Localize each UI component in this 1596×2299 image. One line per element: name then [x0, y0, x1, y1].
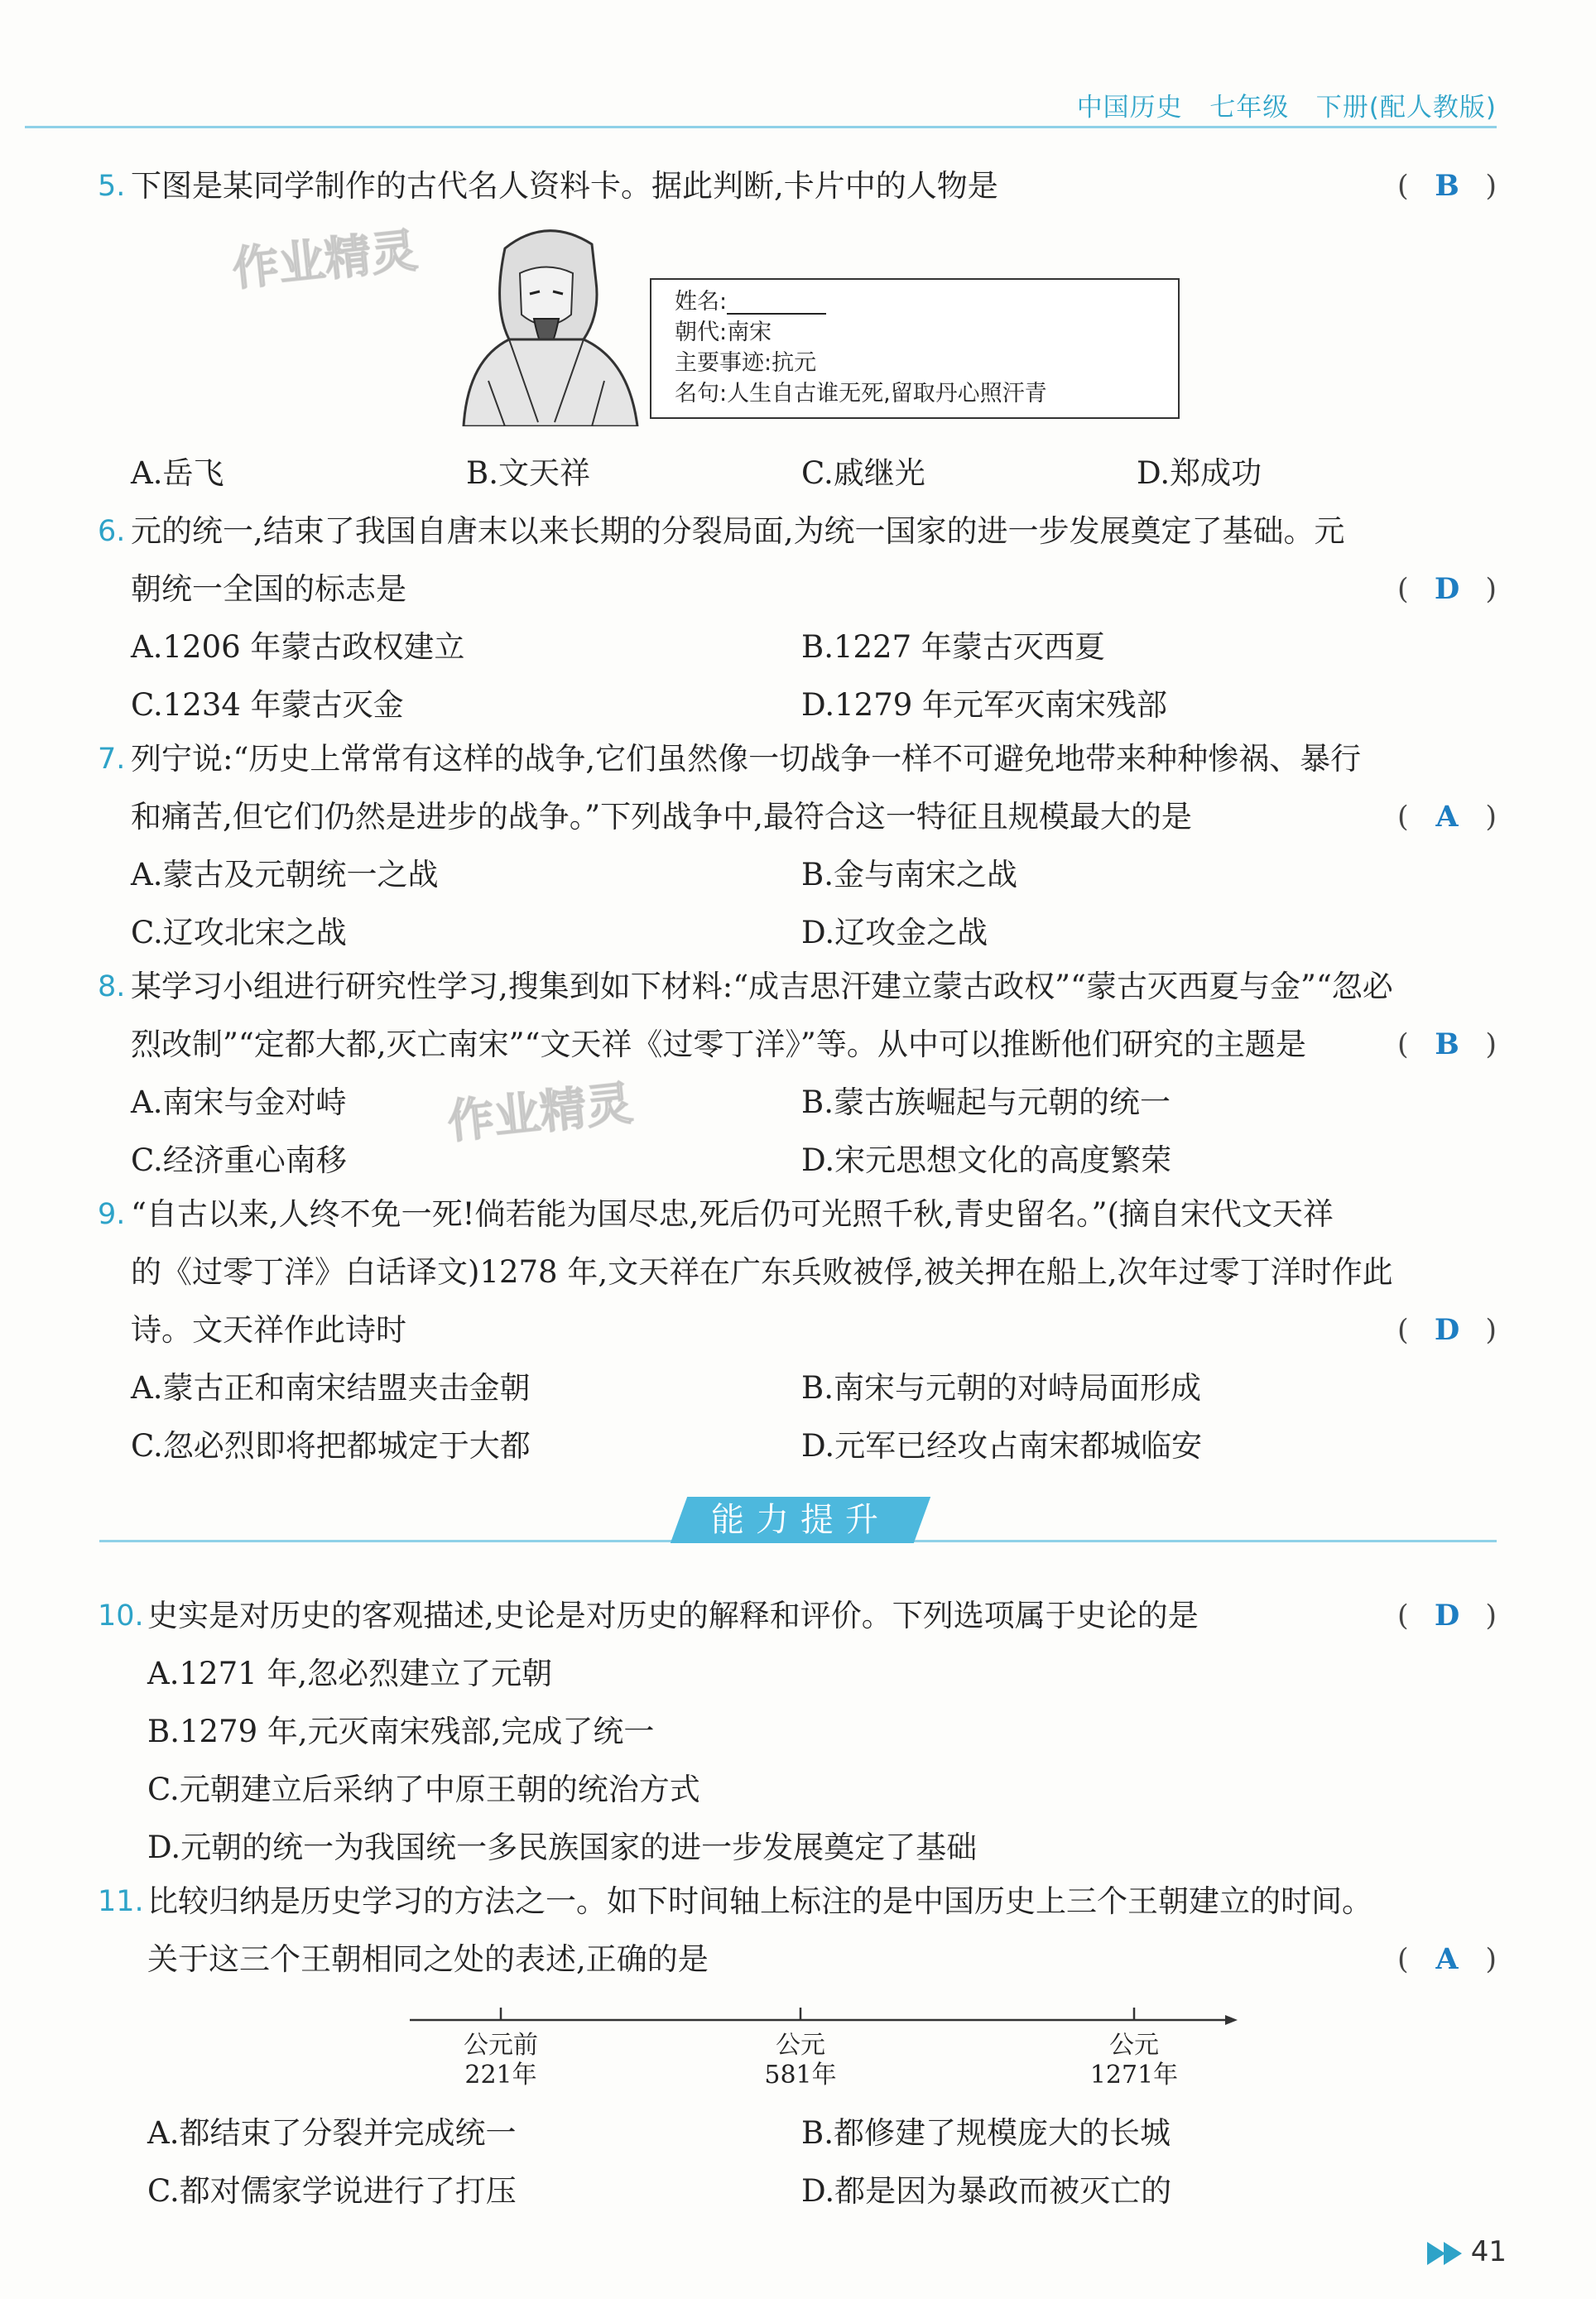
option-c: C.都对儒家学说进行了打压: [147, 2173, 517, 2209]
timeline-label-2: 公元 581年: [764, 2031, 837, 2090]
question-text: 关于这三个王朝相同之处的表述,正确的是: [147, 1941, 709, 1977]
question-number: 11.: [98, 1885, 144, 1918]
answer-value: D: [1434, 1313, 1460, 1347]
question-7: [98, 730, 1497, 962]
option-b: B.1227 年蒙古灭西夏: [801, 629, 1105, 665]
running-header: 中国历史 七年级 下册(配人教版): [1076, 93, 1497, 123]
option-a: A.蒙古正和南宋结盟夹击金朝: [131, 1370, 531, 1406]
option-c: C.忽必烈即将把都城定于大都: [131, 1428, 531, 1464]
question-9: [98, 1186, 1497, 1475]
watermark-logo: 作业精灵: [229, 224, 421, 297]
question-text: 和痛苦,但它们仍然是进步的战争。”下列战争中,最符合这一特征且规模最大的是: [131, 799, 1192, 834]
option-a: A.南宋与金对峙: [131, 1085, 347, 1120]
answer-box: ( D ): [1397, 560, 1497, 618]
header-rule: [25, 126, 1497, 128]
answer-value: A: [1435, 1942, 1459, 1976]
option-b: B.蒙古族崛起与元朝的统一: [801, 1085, 1171, 1120]
option-c: C.经济重心南移: [131, 1142, 347, 1178]
answer-value: D: [1434, 1599, 1460, 1633]
portrait-illustration: [447, 215, 646, 426]
option-a: A.1206 年蒙古政权建立: [131, 629, 465, 665]
card-deeds: 主要事迹:抗元: [675, 350, 817, 376]
answer-box: ( A ): [1397, 1931, 1497, 1989]
question-11: [98, 1873, 1497, 1989]
question-text: 朝统一全国的标志是: [131, 571, 406, 607]
option-c: C.元朝建立后采纳了中原王朝的统治方式: [147, 1772, 700, 1807]
section-title: 能力提升: [711, 1501, 890, 1539]
timeline-label-3: 公元 1271年: [1089, 2031, 1179, 2090]
option-a: A.蒙古及元朝统一之战: [131, 857, 439, 892]
answer-box: ( D ): [1397, 1301, 1497, 1359]
answer-box: ( B ): [1397, 1016, 1497, 1074]
answer-box: ( A ): [1397, 788, 1497, 846]
option-d: D.都是因为暴政而被灭亡的: [801, 2173, 1172, 2209]
question-number: 10.: [98, 1599, 144, 1633]
question-11-options: [98, 2104, 1497, 2220]
question-number: 6.: [98, 515, 126, 548]
option-b: B.文天祥: [466, 455, 590, 491]
info-card: [650, 278, 1180, 419]
option-d: D.元朝的统一为我国统一多民族国家的进一步发展奠定了基础: [147, 1830, 978, 1865]
option-d: D.元军已经攻占南宋都城临安: [801, 1428, 1203, 1464]
question-text: “自古以来,人终不免一死!倘若能为国尽忠,死后仍可光照千秋,青史留名。”(摘自宋代文天祥: [131, 1196, 1334, 1232]
option-d: D.1279 年元军灭南宋残部: [801, 687, 1168, 723]
option-a: A.1271 年,忽必烈建立了元朝: [147, 1656, 553, 1691]
answer-value: B: [1435, 169, 1459, 203]
option-c: C.1234 年蒙古灭金: [131, 687, 404, 723]
watermark-logo: 作业精灵: [445, 1076, 636, 1150]
question-text: 列宁说:“历史上常常有这样的战争,它们虽然像一切战争一样不可避免地带来种种惨祸、暴行: [131, 741, 1362, 777]
next-page-arrow-icon: [1427, 2242, 1465, 2265]
option-c: C.辽攻北宋之战: [131, 915, 347, 950]
card-dynasty: 朝代:南宋: [675, 320, 772, 345]
question-5: [98, 157, 1497, 215]
question-6: [98, 503, 1497, 734]
question-number: 9.: [98, 1198, 126, 1231]
option-b: B.1279 年,元灭南宋残部,完成了统一: [147, 1714, 655, 1749]
question-10: [98, 1587, 1497, 1877]
page-number: 41: [1470, 2235, 1507, 2268]
question-text: 史实是对历史的客观描述,史论是对历史的解释和评价。下列选项属于史论的是: [147, 1598, 1199, 1633]
option-b: B.都修建了规模庞大的长城: [801, 2115, 1171, 2151]
timeline-label-1: 公元前 221年: [464, 2031, 538, 2090]
option-d: D.郑成功: [1137, 455, 1262, 491]
option-a: A.都结束了分裂并完成统一: [147, 2115, 517, 2151]
option-d: D.辽攻金之战: [801, 915, 988, 950]
option-d: D.宋元思想文化的高度繁荣: [801, 1142, 1172, 1178]
question-number: 5.: [98, 170, 126, 203]
question-text: 下图是某同学制作的古代名人资料卡。据此判断,卡片中的人物是: [131, 168, 998, 204]
question-number: 7.: [98, 743, 126, 776]
option-b: B.南宋与元朝的对峙局面形成: [801, 1370, 1201, 1406]
question-number: 8.: [98, 970, 126, 1003]
card-name: 姓名:: [675, 286, 1178, 317]
question-text: 某学习小组进行研究性学习,搜集到如下材料:“成吉思汗建立蒙古政权”“蒙古灭西夏与金”“忽必: [131, 969, 1393, 1004]
question-text: 诗。文天祥作此诗时: [131, 1312, 406, 1348]
answer-value: A: [1435, 800, 1459, 834]
answer-box: ( D ): [1397, 1587, 1497, 1645]
question-5-options: [98, 445, 1497, 503]
option-a: A.岳飞: [131, 455, 224, 491]
question-text: 比较归纳是历史学习的方法之一。如下时间轴上标注的是中国历史上三个王朝建立的时间。: [147, 1883, 1372, 1919]
question-text: 的《过零丁洋》白话译文)1278 年,文天祥在广东兵败被俘,被关押在船上,次年过零丁洋时作此: [131, 1254, 1393, 1290]
card-quote: 名句:人生自古谁无死,留取丹心照汗青: [675, 381, 1047, 406]
option-b: B.金与南宋之战: [801, 857, 1017, 892]
option-c: C.戚继光: [801, 455, 925, 491]
timeline-axis: [410, 1983, 1238, 2032]
question-text: 元的统一,结束了我国自唐末以来长期的分裂局面,为统一国家的进一步发展奠定了基础。元: [131, 513, 1345, 549]
timeline: [410, 1983, 1238, 2107]
answer-value: D: [1434, 572, 1460, 606]
question-text: 烈改制”“定都大都,灭亡南宋”“文天祥《过零丁洋》”等。从中可以推断他们研究的主题是: [131, 1027, 1306, 1062]
answer-box: ( B ): [1397, 157, 1497, 215]
question-8: [98, 958, 1497, 1190]
answer-value: B: [1435, 1027, 1459, 1061]
